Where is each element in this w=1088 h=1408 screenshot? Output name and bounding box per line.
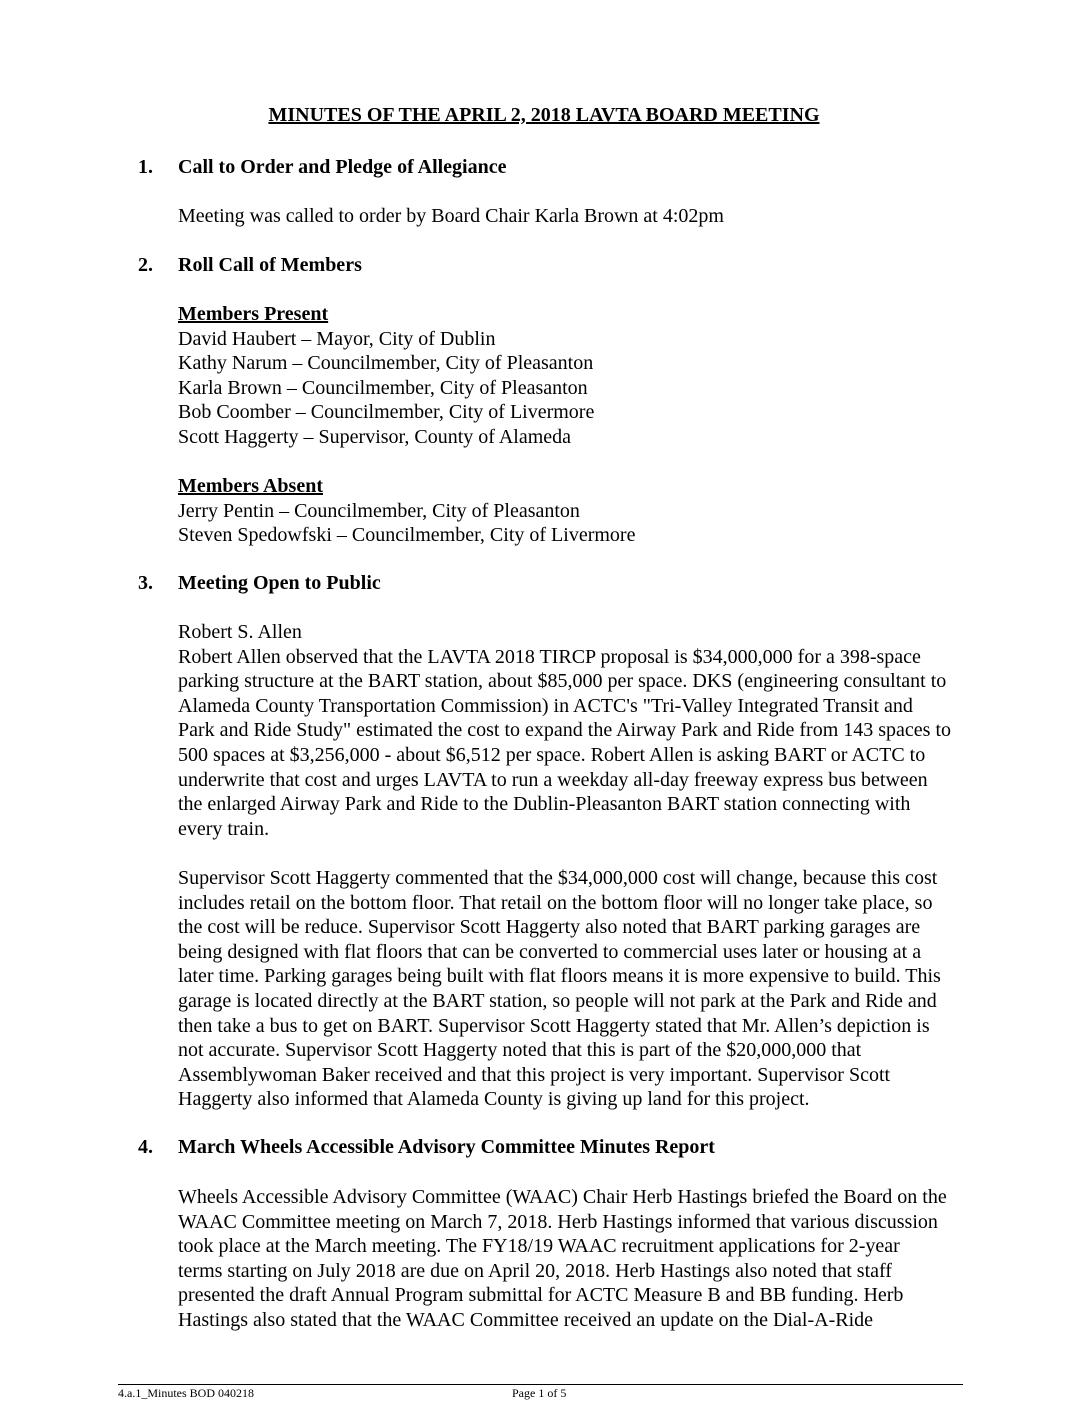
- text-line: Meeting was called to order by Board Chair Karla Brown at 4:02pm: [178, 205, 724, 227]
- section-number: 1.: [138, 156, 153, 178]
- member-entry: David Haubert – Mayor, City of Dublin: [178, 327, 496, 350]
- text-line: every train.: [178, 817, 270, 840]
- text-line: Wheels Accessible Advisory Committee (WAAC) Chair Herb Hastings briefed the Board on the: [178, 1186, 947, 1208]
- text-line: underwrite that cost and urges LAVTA to run a weekday all-day freeway express bus between: [178, 768, 928, 791]
- member-entry: Kathy Narum – Councilmember, City of Pleasanton: [178, 352, 594, 375]
- text-line: includes retail on the bottom floor. That retail on the bottom floor will no longer take place, so: [178, 891, 933, 914]
- haggerty-comment: [178, 866, 1008, 1112]
- footer-divider: [118, 1384, 963, 1385]
- text-line: parking structure at the BART station, about $85,000 per space. DKS (engineering consultant to: [178, 670, 947, 693]
- section-number: 3.: [138, 572, 153, 594]
- text-line: Assemblywoman Baker received and that this project is very important. Supervisor Scott: [178, 1063, 891, 1086]
- section-title: March Wheels Accessible Advisory Committee Minutes Report: [178, 1136, 715, 1158]
- section-number: 2.: [138, 254, 153, 276]
- speaker-name: Robert S. Allen: [178, 621, 302, 643]
- text-line: Robert Allen observed that the LAVTA 2018 TIRCP proposal is $34,000,000 for a 398-space: [178, 645, 921, 668]
- members-present-list: [178, 302, 1008, 450]
- section-title: Call to Order and Pledge of Allegiance: [178, 156, 507, 178]
- text-line: then take a bus to get on BART. Supervisor Scott Haggerty stated that Mr. Allen’s depiction is: [178, 1014, 930, 1037]
- text-line: being designed with flat floors that can be converted to commercial uses later or housing at a: [178, 940, 922, 963]
- member-entry: Bob Coomber – Councilmember, City of Livermore: [178, 401, 595, 424]
- text-line: took place at the March meeting. The FY18/19 WAAC recruitment applications for 2-year: [178, 1235, 900, 1258]
- members-absent-label: Members Absent: [178, 475, 323, 497]
- footer-page-number: Page 1 of 5: [512, 1386, 567, 1400]
- text-line: Park and Ride Study" estimated the cost to expand the Airway Park and Ride from 143 spaces to: [178, 719, 952, 742]
- text-line: presented the draft Annual Program submittal for ACTC Measure B and BB funding. Herb: [178, 1284, 904, 1307]
- section-title: Meeting Open to Public: [178, 572, 381, 594]
- waac-report: [178, 1185, 1008, 1333]
- text-line: the enlarged Airway Park and Ride to the Dublin-Pleasanton BART station connecting with: [178, 793, 911, 816]
- public-comment-allen: [178, 620, 1008, 841]
- member-entry: Karla Brown – Councilmember, City of Pleasanton: [178, 376, 588, 399]
- section-1-heading: [138, 156, 507, 179]
- text-line: the cost will be reduce. Supervisor Scott Haggerty also noted that BART parking garages are: [178, 916, 921, 939]
- text-line: later time. Parking garages being built with flat floors means it is more expensive to build. This: [178, 965, 941, 988]
- section-4-heading: [138, 1136, 715, 1159]
- section-2-heading: [138, 254, 362, 277]
- section-title: Roll Call of Members: [178, 254, 362, 276]
- member-entry: Jerry Pentin – Councilmember, City of Pleasanton: [178, 499, 580, 522]
- text-line: Haggerty also informed that Alameda County is giving up land for this project.: [178, 1088, 810, 1111]
- text-line: garage is located directly at the BART station, so people will not park at the Park and Ride and: [178, 989, 937, 1012]
- member-entry: Steven Spedowfski – Councilmember, City of Livermore: [178, 524, 636, 547]
- document-title: MINUTES OF THE APRIL 2, 2018 LAVTA BOARD MEETING: [268, 104, 820, 126]
- members-absent-list: [178, 474, 1008, 548]
- text-line: Hastings also stated that the WAAC Committee received an update on the Dial-A-Ride: [178, 1308, 874, 1331]
- section-1-body: [178, 204, 1008, 229]
- text-line: terms starting on July 2018 are due on April 20, 2018. Herb Hastings also noted that staff: [178, 1259, 892, 1282]
- section-number: 4.: [138, 1136, 153, 1158]
- text-line: Supervisor Scott Haggerty commented that the $34,000,000 cost will change, because this cost: [178, 867, 938, 889]
- member-entry: Scott Haggerty – Supervisor, County of Alameda: [178, 425, 572, 448]
- footer-document-id: 4.a.1_Minutes BOD 040218: [118, 1386, 254, 1400]
- text-line: Alameda County Transportation Commission) in ACTC's "Tri-Valley Integrated Transit and: [178, 694, 913, 717]
- text-line: not accurate. Supervisor Scott Haggerty noted that this is part of the $20,000,000 that: [178, 1039, 862, 1062]
- section-3-heading: [138, 572, 381, 595]
- members-present-label: Members Present: [178, 303, 329, 325]
- text-line: WAAC Committee meeting on March 7, 2018. Herb Hastings informed that various discussion: [178, 1210, 938, 1233]
- text-line: 500 spaces at $3,256,000 - about $6,512 per space. Robert Allen is asking BART or ACTC to: [178, 743, 926, 766]
